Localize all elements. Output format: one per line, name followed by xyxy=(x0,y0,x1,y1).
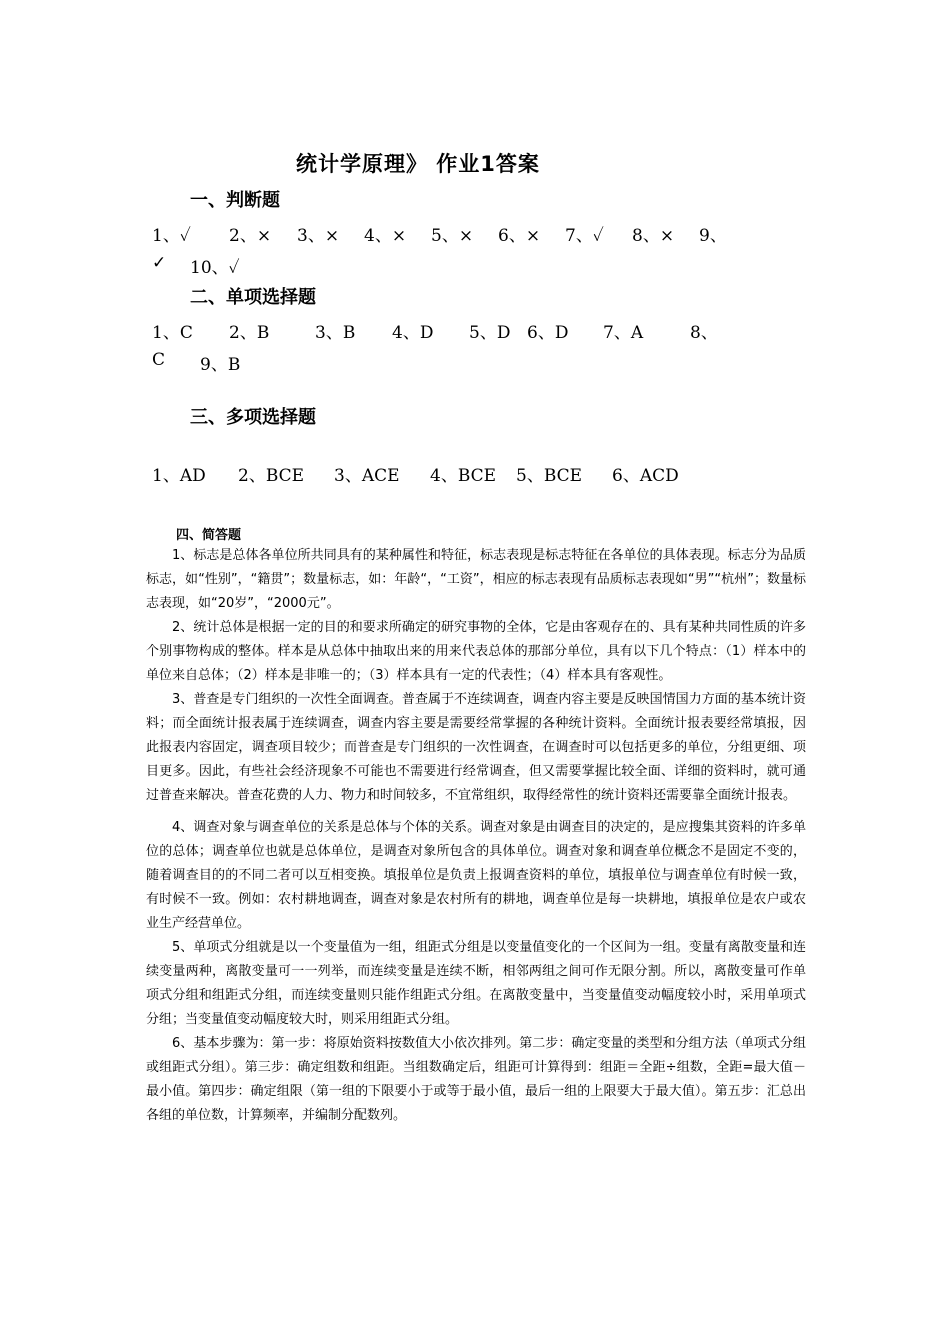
answer-item: 9、B xyxy=(200,355,241,375)
answer-item: 5、D xyxy=(469,323,511,343)
answer-paragraph-4: 4、调查对象与调查单位的关系是总体与个体的关系。调查对象是由调查目的决定的，是应搜集其资料的许多单位的总体；调查单位也就是总体单位，是调查对象所包含的具体单位。调查对象和调查单位概念不是固定不变的，随着调查目的的不同二者可以互相变换。填报单位是负责上报调查资料的单位，填报单位与调查单位有时候一致，有时候不一致。例如：农村耕地调查，调查对象是农村所有的耕地，调查单位是每一块耕地，填报单位是农户或农业生产经营单位。 xyxy=(146,820,806,931)
answer-item: 1、AD xyxy=(152,466,206,486)
answer-item: 1、✓ xyxy=(152,226,191,246)
answer-item: 5、× xyxy=(431,226,474,246)
answer-item: 6、ACD xyxy=(612,466,679,486)
answer-item: 4、BCE xyxy=(430,466,497,486)
answer-item: 4、× xyxy=(364,226,407,246)
answer-item: 3、× xyxy=(297,226,340,246)
section-2-heading: 二、单项选择题 xyxy=(190,287,316,308)
section-1-heading: 一、判断题 xyxy=(190,190,280,211)
answer-item: 10、✓ xyxy=(190,258,240,278)
section-4-heading: 四、简答题 xyxy=(176,528,242,543)
section-3-answers-line-1 xyxy=(152,461,772,487)
answer-item: 2、BCE xyxy=(238,466,305,486)
section-2-answers-line-2 xyxy=(152,350,772,376)
section-4-answers xyxy=(146,544,806,1128)
answer-item: 3、B xyxy=(315,323,356,343)
answer-item: 3、ACE xyxy=(334,466,400,486)
section-1-answers-line-2 xyxy=(152,253,772,279)
answer-paragraph-3: 3、普查是专门组织的一次性全面调查。普查属于不连续调查，调查内容主要是反映国情国力方面的基本统计资料；而全面统计报表属于连续调查，调查内容主要是需要经常掌握的各种统计资料。全面统计报表要经常填报，因此报表内容固定，调查项目较少；而普查是专门组织的一次性调查，在调查时可以包括更多的单位，分组更细、项目更多。因此，有些社会经济现象不可能也不需要进行经常调查，但又需要掌握比较全面、详细的资料时，就可通过普查来解决。普查花费的人力、物力和时间较多，不宜常组织，取得经常性的统计资料还需要靠全面统计报表。 xyxy=(146,692,806,803)
section-1-answers-line-1 xyxy=(152,221,772,247)
answer-item: 8、× xyxy=(632,226,675,246)
answer-item: C xyxy=(152,350,166,370)
answer-item: 6、D xyxy=(527,323,569,343)
document-title: 统计学原理》 作业1答案 xyxy=(296,152,540,176)
answer-item: 2、B xyxy=(229,323,270,343)
answer-paragraph-6: 6、基本步骤为：第一步：将原始资料按数值大小依次排列。第二步：确定变量的类型和分组方法（单项式分组或组距式分组）。第三步：确定组数和组距。当组数确定后，组距可计算得到：组距＝全距÷组数，全距=最大值－最小值。第四步：确定组限（第一组的下限要小于或等于最小值，最后一组的上限要大于最大值）。第五步：汇总出各组的单位数，计算频率，并编制分配数列。 xyxy=(146,1036,806,1123)
answer-paragraph-1: 1、标志是总体各单位所共同具有的某种属性和特征，标志表现是标志特征在各单位的具体表现。标志分为品质标志，如“性别”，“籍贯”；数量标志，如：年龄“，“工资”，相应的标志表现有品质标志表现如“男”“杭州”；数量标志表现，如“20岁”，“2000元”。 xyxy=(146,548,806,611)
answer-item: 2、× xyxy=(229,226,272,246)
answer-item: 7、A xyxy=(603,323,644,343)
answer-paragraph-5: 5、单项式分组就是以一个变量值为一组，组距式分组是以变量值变化的一个区间为一组。变量有离散变量和连续变量两种，离散变量可一一列举，而连续变量是连续不断，相邻两组之间可作无限分割。所以，离散变量可作单项式分组和组距式分组，而连续变量则只能作组距式分组。在离散变量中，当变量值变动幅度较小时，采用单项式分组；当变量值变动幅度较大时，则采用组距式分组。 xyxy=(146,940,806,1027)
answer-item: 1、C xyxy=(152,323,193,343)
answer-paragraph-2: 2、统计总体是根据一定的目的和要求所确定的研究事物的全体，它是由客观存在的、具有某种共同性质的许多个别事物构成的整体。样本是从总体中抽取出来的用来代表总体的那部分单位，具有以下几个特点：（1）样本中的单位来自总体；（2）样本是非唯一的；（3）样本具有一定的代表性；（4）样本具有客观性。 xyxy=(146,620,806,683)
answer-item: 9、 xyxy=(699,226,727,246)
answer-item: 4、D xyxy=(392,323,434,343)
answer-item: 6、× xyxy=(498,226,541,246)
answer-item: 7、✓ xyxy=(565,226,604,246)
answer-item: 8、 xyxy=(690,323,718,343)
section-3-heading: 三、多项选择题 xyxy=(190,407,316,428)
answer-item: ✓ xyxy=(152,253,167,273)
answer-item: 5、BCE xyxy=(516,466,583,486)
section-2-answers-line-1 xyxy=(152,318,772,344)
